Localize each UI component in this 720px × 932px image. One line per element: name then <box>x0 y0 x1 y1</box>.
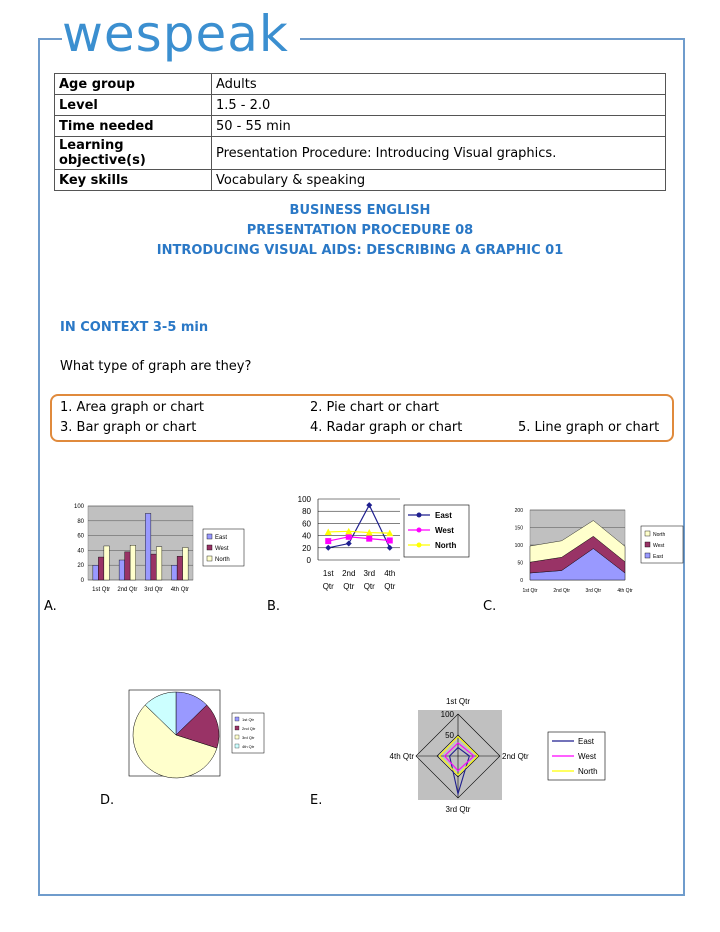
line-point <box>387 537 393 543</box>
area-x-tick-label: 2nd Qtr <box>553 588 571 594</box>
radar-legend-label: West <box>578 752 597 761</box>
area-legend-swatch <box>645 531 650 536</box>
option-area: 1. Area graph or chart <box>60 400 204 415</box>
figure-label-d: D. <box>100 793 115 808</box>
bar-east <box>93 565 99 580</box>
question-text: What type of graph are they? <box>60 359 252 374</box>
option-line: 5. Line graph or chart <box>518 420 660 435</box>
figure-label-e: E. <box>310 793 323 808</box>
bar-west <box>125 552 131 580</box>
heading-business-english: BUSINESS ENGLISH <box>289 203 431 218</box>
radar-tick-label: 50 <box>445 731 454 740</box>
line-y-tick-label: 20 <box>302 543 311 553</box>
line-y-tick-label: 100 <box>297 495 311 504</box>
radar-chart <box>390 697 605 814</box>
bar-east <box>145 513 151 580</box>
pie-legend-swatch <box>235 726 239 730</box>
figure-label-a: A. <box>44 599 57 614</box>
radar-category-label: 2nd Qtr <box>502 752 529 761</box>
area-legend-label: West <box>653 543 665 549</box>
pie-chart <box>129 690 264 778</box>
pie-legend-label: 2nd Qtr <box>242 726 256 731</box>
pie-legend-label: 1st Qtr <box>242 717 255 722</box>
area-y-tick-label: 0 <box>520 578 523 584</box>
line-series-west <box>328 537 390 541</box>
bar-y-tick-label: 60 <box>77 533 84 540</box>
bar-west <box>177 556 183 580</box>
bar-legend-swatch <box>207 556 212 561</box>
bar-x-tick-label: 1st Qtr <box>92 587 111 593</box>
line-series-north <box>328 531 390 533</box>
option-radar: 4. Radar graph or chart <box>310 420 463 435</box>
line-y-tick-label: 60 <box>302 519 311 529</box>
line-legend-marker <box>417 543 422 548</box>
line-x-tick-label: 3rd <box>363 569 376 578</box>
area-legend-label: East <box>653 554 664 560</box>
radar-category-label: 4th Qtr <box>389 752 414 761</box>
line-series-east <box>328 505 390 548</box>
line-x-tick-label: Qtr <box>384 582 396 591</box>
area-y-tick-label: 150 <box>514 525 523 532</box>
line-legend-marker <box>417 528 422 533</box>
area-legend-label: North <box>653 532 666 538</box>
area-y-tick-label: 200 <box>514 508 523 514</box>
figure-label-b: B. <box>267 599 281 614</box>
line-x-tick-label: 1st <box>322 569 334 578</box>
bar-west <box>98 557 104 580</box>
logo: wespeak <box>62 5 289 63</box>
line-point <box>366 502 372 508</box>
area-x-tick-label: 1st Qtr <box>522 588 538 594</box>
area-x-tick-label: 3rd Qtr <box>585 588 602 594</box>
table-row: Age group Adults <box>55 74 666 95</box>
bar-chart <box>74 504 244 593</box>
bar-x-tick-label: 3rd Qtr <box>144 587 163 593</box>
pie-legend-label: 4th Qtr <box>242 744 255 749</box>
bar-y-tick-label: 20 <box>77 563 84 570</box>
line-x-tick-label: Qtr <box>343 582 355 591</box>
bar-y-tick-label: 40 <box>77 548 84 555</box>
radar-tick-label: 100 <box>440 710 454 719</box>
bar-north <box>130 545 136 580</box>
line-y-tick-label: 40 <box>302 531 311 541</box>
bar-x-tick-label: 2nd Qtr <box>117 587 138 593</box>
line-point <box>346 534 352 540</box>
radar-category-label: 1st Qtr <box>445 697 471 706</box>
line-x-tick-label: Qtr <box>322 582 334 591</box>
bar-x-tick-label: 4th Qtr <box>170 587 190 593</box>
bar-east <box>172 565 178 580</box>
line-y-tick-label: 80 <box>302 507 311 517</box>
radar-legend-label: North <box>578 767 598 776</box>
bar-east <box>119 560 125 580</box>
heading-topic: INTRODUCING VISUAL AIDS: DESCRIBING A GRAPHIC 01 <box>156 243 564 258</box>
radar-category-label: 3rd Qtr <box>445 805 471 814</box>
line-point <box>387 545 393 551</box>
line-x-tick-label: 4th <box>384 569 396 578</box>
bar-legend-label: West <box>215 546 229 552</box>
radar-legend-label: East <box>578 737 595 746</box>
line-legend-marker <box>417 513 422 518</box>
heading-procedure: PRESENTATION PROCEDURE 08 <box>246 223 474 238</box>
bar-y-tick-label: 100 <box>73 504 84 510</box>
bar-north <box>156 547 162 580</box>
pie-legend-swatch <box>235 744 239 748</box>
bar-legend-swatch <box>207 545 212 550</box>
pie-legend-swatch <box>235 735 239 739</box>
bar-legend-label: North <box>215 557 230 563</box>
line-legend-label: North <box>435 541 457 550</box>
line-y-tick-label: 0 <box>306 556 311 565</box>
area-y-tick-label: 50 <box>517 560 523 567</box>
area-legend-swatch <box>645 542 650 547</box>
line-point <box>366 536 372 542</box>
area-legend-swatch <box>645 553 650 558</box>
table-row: Time needed 50 - 55 min <box>55 116 666 137</box>
bar-legend-label: East <box>215 535 228 541</box>
option-pie: 2. Pie chart or chart <box>310 400 439 415</box>
bar-north <box>104 546 110 580</box>
bar-y-tick-label: 80 <box>77 518 84 525</box>
bar-y-tick-label: 0 <box>80 578 84 584</box>
line-point <box>325 545 331 551</box>
pie-legend-swatch <box>235 717 239 721</box>
line-point <box>346 541 352 547</box>
table-row: Learning objective(s) Presentation Procedure: Introducing Visual graphics. <box>55 137 666 170</box>
figure-label-c: C. <box>483 599 497 614</box>
line-point <box>325 538 331 544</box>
bar-legend-swatch <box>207 534 212 539</box>
bar-west <box>151 554 157 580</box>
table-row: Key skills Vocabulary & speaking <box>55 170 666 191</box>
line-x-tick-label: 2nd <box>342 569 356 578</box>
section-title: IN CONTEXT 3-5 min <box>60 320 209 335</box>
pie-legend-label: 3rd Qtr <box>242 735 255 740</box>
table-row: Level 1.5 - 2.0 <box>55 95 666 116</box>
bar-north <box>183 547 189 580</box>
line-chart <box>298 495 469 591</box>
area-y-tick-label: 100 <box>514 543 523 549</box>
line-legend-label: East <box>435 511 452 520</box>
area-x-tick-label: 4th Qtr <box>617 588 633 594</box>
area-chart <box>515 508 683 594</box>
option-bar: 3. Bar graph or chart <box>60 420 197 435</box>
line-x-tick-label: Qtr <box>363 582 375 591</box>
line-legend-label: West <box>435 526 454 535</box>
